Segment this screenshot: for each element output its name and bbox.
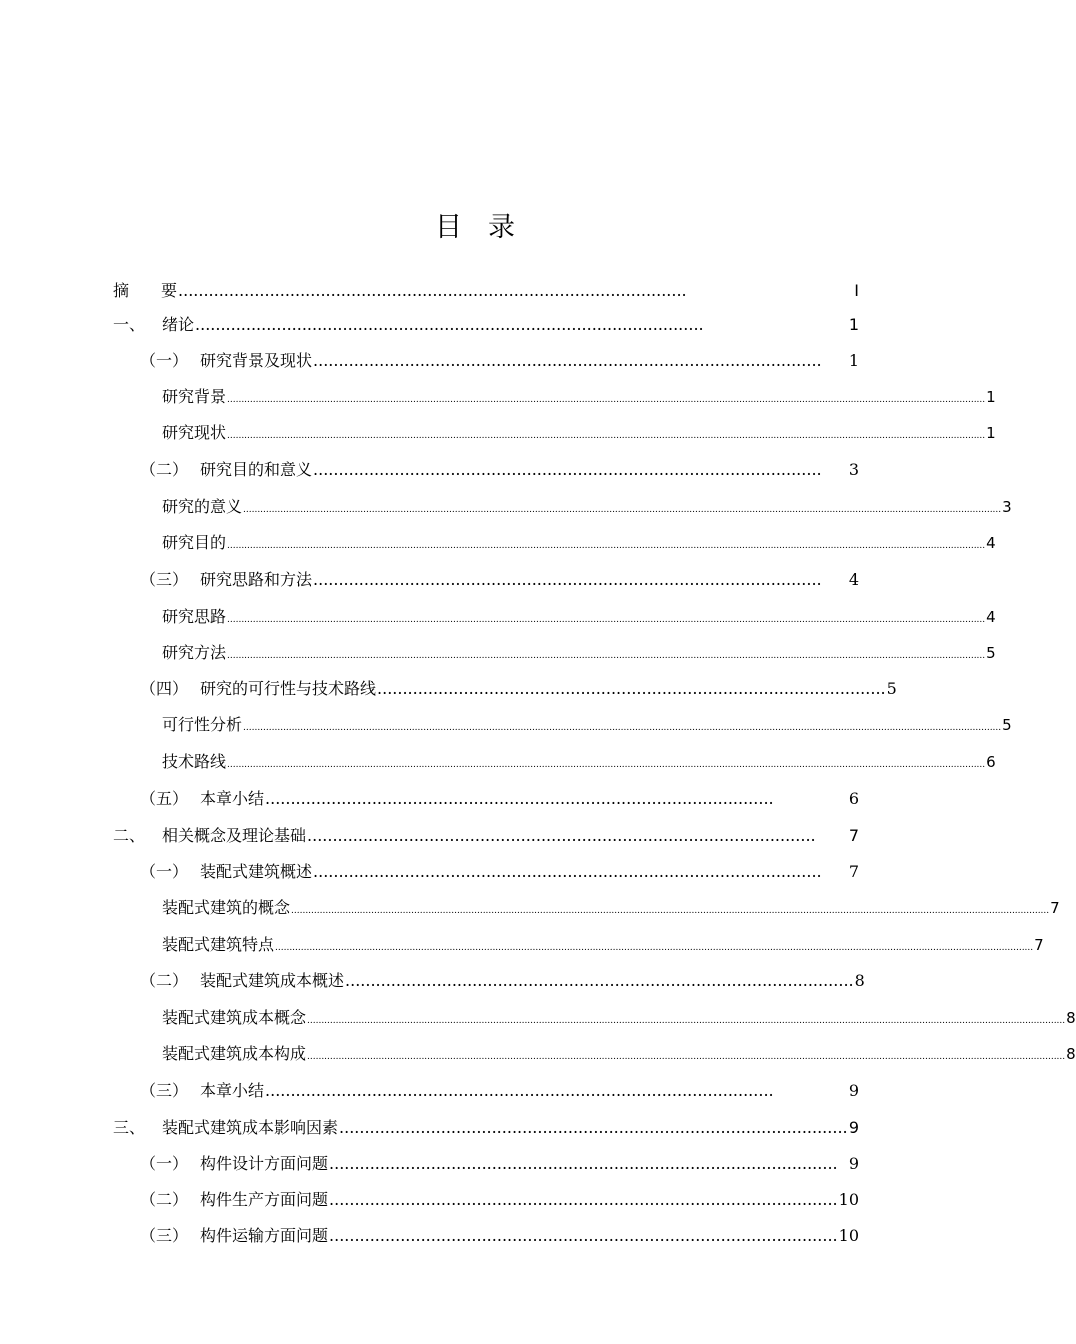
toc-entry-label: 装配式建筑成本构成 <box>162 1044 307 1063</box>
toc-entry-label: 研究目的和意义 <box>200 460 313 479</box>
toc-page-number: 7 <box>1034 936 1044 954</box>
toc-entry[interactable] <box>140 968 865 992</box>
toc-entry-number: 一、 <box>113 315 146 334</box>
toc-page-number: 9 <box>848 1118 859 1137</box>
toc-entry[interactable] <box>162 712 1012 736</box>
toc-page-number: 1 <box>848 315 859 334</box>
toc-page-number: 5 <box>1002 716 1012 734</box>
toc-entry-label: 研究现状 <box>162 423 227 442</box>
toc-leader-dots: .................................................................................................... <box>339 1118 848 1137</box>
toc-leader-dots: .................................................................................................... <box>329 1226 838 1245</box>
toc-entry-number: （四） <box>140 679 189 698</box>
toc-page-number: 9 <box>848 1154 859 1173</box>
toc-page-number: I <box>854 281 859 300</box>
toc-entry-label: 研究方法 <box>162 643 227 662</box>
toc-entry[interactable] <box>140 348 859 372</box>
toc-entry[interactable] <box>162 932 1044 956</box>
toc-entry[interactable] <box>140 1187 859 1211</box>
toc-entry[interactable] <box>140 1078 859 1102</box>
toc-leader-dots: ......................................................................................................................................................................................................................................................................... <box>227 541 986 551</box>
toc-page-number: 3 <box>848 460 859 479</box>
toc-leader-dots: ......................................................................................................................................................................................................................................................................... <box>227 651 986 661</box>
toc-leader-dots: .................................................................................................... <box>329 1190 838 1209</box>
toc-page-number: 6 <box>986 753 996 771</box>
toc-leader-dots: .................................................................................................... <box>195 315 704 334</box>
toc-entry[interactable] <box>162 1005 1076 1029</box>
toc-entry-label: 可行性分析 <box>162 715 243 734</box>
toc-entry-label: 研究目的 <box>162 533 227 552</box>
toc-leader-dots: ......................................................................................................................................................................................................................................................................... <box>275 943 1034 953</box>
toc-entry-label: 装配式建筑成本影响因素 <box>162 1118 339 1137</box>
toc-entry[interactable] <box>140 786 859 810</box>
toc-entry-number: 三、 <box>113 1118 146 1137</box>
toc-entry-label: 研究的可行性与技术路线 <box>200 679 377 698</box>
toc-entry-number: （五） <box>140 789 189 808</box>
toc-page-number: 1 <box>986 388 996 406</box>
toc-entry-label: 研究的意义 <box>162 497 243 516</box>
toc-entry-label: 研究思路和方法 <box>200 570 313 589</box>
toc-leader-dots: .................................................................................................... <box>329 1154 838 1173</box>
toc-entry-label: 装配式建筑成本概述 <box>200 971 345 990</box>
toc-leader-dots: ......................................................................................................................................................................................................................................................................... <box>227 615 986 625</box>
toc-entry[interactable] <box>162 640 996 664</box>
toc-page-number: 1 <box>848 351 859 370</box>
toc-leader-dots: .................................................................................................... <box>313 570 822 589</box>
toc-entry-label: 装配式建筑特点 <box>162 935 275 954</box>
toc-entry-number: （一） <box>140 351 189 370</box>
toc-page-number: 7 <box>848 826 859 845</box>
toc-page-number: 6 <box>848 789 859 808</box>
toc-entry-number: （二） <box>140 1190 189 1209</box>
toc-entry[interactable] <box>162 895 1060 919</box>
toc-entry[interactable] <box>162 604 996 628</box>
toc-entry[interactable] <box>162 1041 1076 1065</box>
toc-entry-number: 二、 <box>113 826 146 845</box>
toc-entry[interactable] <box>113 1115 859 1139</box>
toc-page-number: 4 <box>986 608 996 626</box>
toc-entry-label: 构件设计方面问题 <box>200 1154 329 1173</box>
toc-entry-label: 相关概念及理论基础 <box>162 826 307 845</box>
toc-entry[interactable] <box>140 676 897 700</box>
toc-page-number: 7 <box>848 862 859 881</box>
toc-entry[interactable] <box>140 457 859 481</box>
toc-entry-label: 构件生产方面问题 <box>200 1190 329 1209</box>
toc-entry-label: 研究背景 <box>162 387 227 406</box>
toc-entry-label: 装配式建筑概述 <box>200 862 313 881</box>
toc-entry[interactable] <box>113 823 859 847</box>
toc-entry-label: 装配式建筑的概念 <box>162 898 291 917</box>
toc-entry-label: 构件运输方面问题 <box>200 1226 329 1245</box>
toc-entry[interactable] <box>140 859 859 883</box>
toc-page-number: 9 <box>848 1081 859 1100</box>
toc-leader-dots: .................................................................................................... <box>313 351 822 370</box>
toc-entry-label: 装配式建筑成本概念 <box>162 1008 307 1027</box>
toc-page-number: 5 <box>886 679 897 698</box>
toc-entry[interactable] <box>140 1151 859 1175</box>
toc-entry[interactable] <box>113 312 859 336</box>
toc-entry-label: 技术路线 <box>162 752 227 771</box>
toc-entry-number: （一） <box>140 862 189 881</box>
toc-entry-number: （二） <box>140 971 189 990</box>
toc-leader-dots: .................................................................................................... <box>313 862 822 881</box>
toc-page-number: 1 <box>986 424 996 442</box>
toc-page-number: 4 <box>986 534 996 552</box>
toc-entry-number: （三） <box>140 1226 189 1245</box>
toc-page-number: 7 <box>1050 899 1060 917</box>
toc-leader-dots: .................................................................................................... <box>307 826 816 845</box>
toc-leader-dots: .................................................................................................... <box>265 1081 774 1100</box>
toc-leader-dots: ......................................................................................................................................................................................................................................................................... <box>243 505 1002 515</box>
title-char-1: 目 <box>435 212 462 243</box>
toc-entry[interactable] <box>162 749 996 773</box>
toc-page-number: 10 <box>838 1226 859 1245</box>
toc-leader-dots: .................................................................................................... <box>313 460 822 479</box>
toc-entry-label: 研究思路 <box>162 607 227 626</box>
toc-entry-label: 本章小结 <box>200 789 265 808</box>
toc-page-number: 8 <box>1066 1009 1076 1027</box>
toc-leader-dots: ......................................................................................................................................................................................................................................................................... <box>243 723 1002 733</box>
toc-leader-dots: .................................................................................................... <box>178 281 687 300</box>
toc-entry[interactable] <box>162 384 996 408</box>
toc-leader-dots: ......................................................................................................................................................................................................................................................................... <box>227 395 986 405</box>
toc-entry[interactable] <box>162 420 996 444</box>
toc-leader-dots: .................................................................................................... <box>345 971 854 990</box>
toc-entry-number: （一） <box>140 1154 189 1173</box>
toc-leader-dots: ......................................................................................................................................................................................................................................................................... <box>291 906 1050 916</box>
toc-entry[interactable] <box>140 1223 859 1247</box>
toc-page-number: 5 <box>986 644 996 662</box>
toc-page-number: 8 <box>854 971 865 990</box>
title-char-2: 录 <box>488 212 515 243</box>
toc-entry[interactable] <box>140 567 859 591</box>
toc-page-number: 4 <box>848 570 859 589</box>
toc-leader-dots: ......................................................................................................................................................................................................................................................................... <box>227 760 986 770</box>
toc-page-number: 10 <box>838 1190 859 1209</box>
toc-entry[interactable] <box>162 494 1012 518</box>
toc-leader-dots: ......................................................................................................................................................................................................................................................................... <box>227 431 986 441</box>
toc-entry[interactable] <box>162 530 996 554</box>
toc-entry-label: 本章小结 <box>200 1081 265 1100</box>
toc-leader-dots: .................................................................................................... <box>265 789 774 808</box>
toc-leader-dots: ......................................................................................................................................................................................................................................................................... <box>307 1016 1066 1026</box>
toc-entry-number: （三） <box>140 570 189 589</box>
toc-page-number: 8 <box>1066 1045 1076 1063</box>
page-title <box>0 205 950 244</box>
toc-entry-label: 绪论 <box>162 315 195 334</box>
toc-leader-dots: .................................................................................................... <box>377 679 886 698</box>
toc-entry-label: 摘 要 <box>113 281 178 300</box>
toc-entry-number: （二） <box>140 460 189 479</box>
toc-entry-label: 研究背景及现状 <box>200 351 313 370</box>
toc-leader-dots: ......................................................................................................................................................................................................................................................................... <box>307 1052 1066 1062</box>
toc-entry-number: （三） <box>140 1081 189 1100</box>
toc-entry-abstract[interactable] <box>113 278 859 302</box>
toc-page-number: 3 <box>1002 498 1012 516</box>
